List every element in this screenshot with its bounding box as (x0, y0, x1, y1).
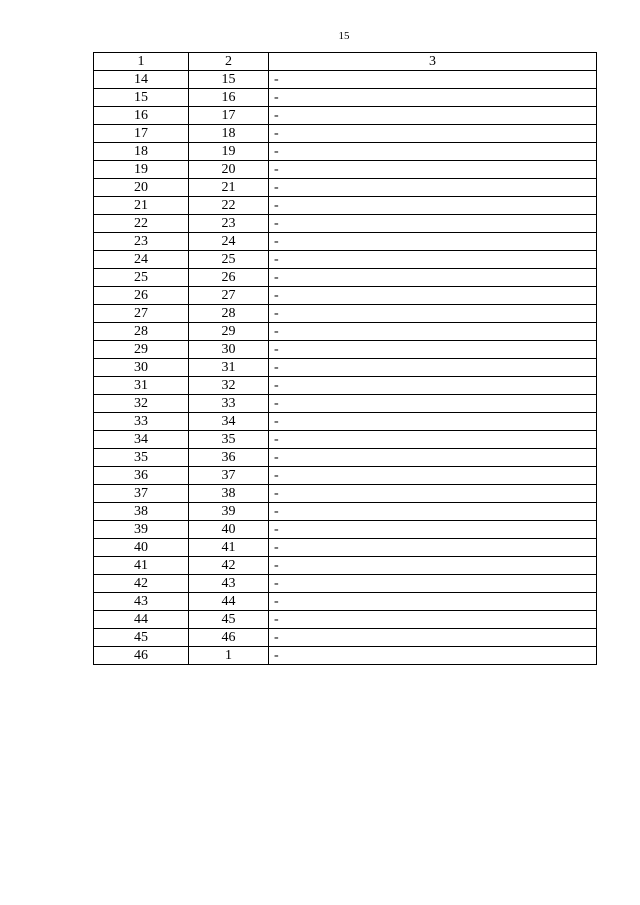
table-cell-col1: 32 (94, 395, 189, 413)
table-cell-col2: 36 (189, 449, 269, 467)
table-row (94, 287, 597, 305)
table-cell-col1: 20 (94, 179, 189, 197)
table-cell-col2: 37 (189, 467, 269, 485)
table-row (94, 431, 597, 449)
table-row (94, 395, 597, 413)
table-row (94, 215, 597, 233)
table-cell-col3: - (269, 197, 597, 215)
table-cell-col3: - (269, 611, 597, 629)
table-cell-col3: - (269, 107, 597, 125)
table-cell-col3: - (269, 539, 597, 557)
table-row (94, 557, 597, 575)
table-row (94, 629, 597, 647)
table-cell-col1: 39 (94, 521, 189, 539)
table-cell-col3: - (269, 323, 597, 341)
table-cell-col3: - (269, 161, 597, 179)
table-cell-col1: 25 (94, 269, 189, 287)
table-cell-col1: 29 (94, 341, 189, 359)
table-cell-col3: - (269, 305, 597, 323)
table-cell-col2: 30 (189, 341, 269, 359)
table-cell-col1: 27 (94, 305, 189, 323)
table-cell-col1: 34 (94, 431, 189, 449)
table-cell-col2: 45 (189, 611, 269, 629)
table-row (94, 485, 597, 503)
table-cell-col1: 44 (94, 611, 189, 629)
page-number: 15 (338, 30, 350, 42)
table-cell-col3: - (269, 251, 597, 269)
table-cell-col2: 20 (189, 161, 269, 179)
table-cell-col3: - (269, 395, 597, 413)
table-cell-col1: 16 (94, 107, 189, 125)
column-header-2: 2 (189, 53, 269, 71)
table-cell-col1: 42 (94, 575, 189, 593)
table-cell-col2: 29 (189, 323, 269, 341)
table-cell-col3: - (269, 467, 597, 485)
table-cell-col1: 17 (94, 125, 189, 143)
table-cell-col2: 38 (189, 485, 269, 503)
table-cell-col2: 43 (189, 575, 269, 593)
table-cell-col2: 46 (189, 629, 269, 647)
table-row (94, 647, 597, 665)
table-cell-col3: - (269, 521, 597, 539)
table-row (94, 503, 597, 521)
table-cell-col2: 1 (189, 647, 269, 665)
table-row (94, 71, 597, 89)
table-cell-col1: 38 (94, 503, 189, 521)
table-header-row (94, 53, 597, 71)
table-row (94, 359, 597, 377)
table-cell-col1: 36 (94, 467, 189, 485)
table-cell-col2: 17 (189, 107, 269, 125)
table-cell-col3: - (269, 125, 597, 143)
table-cell-col3: - (269, 89, 597, 107)
table-row (94, 413, 597, 431)
table-cell-col2: 27 (189, 287, 269, 305)
table-row (94, 179, 597, 197)
table-cell-col2: 40 (189, 521, 269, 539)
table-cell-col1: 14 (94, 71, 189, 89)
table-cell-col2: 23 (189, 215, 269, 233)
column-header-3: 3 (269, 53, 597, 71)
table-row (94, 269, 597, 287)
table-cell-col2: 18 (189, 125, 269, 143)
table-cell-col2: 32 (189, 377, 269, 395)
table-cell-col2: 24 (189, 233, 269, 251)
table-row (94, 449, 597, 467)
table-cell-col3: - (269, 287, 597, 305)
table-row (94, 467, 597, 485)
table-row (94, 233, 597, 251)
table-cell-col2: 44 (189, 593, 269, 611)
table-cell-col2: 42 (189, 557, 269, 575)
table-cell-col1: 37 (94, 485, 189, 503)
table-cell-col1: 26 (94, 287, 189, 305)
table-row (94, 161, 597, 179)
table-row (94, 575, 597, 593)
table-row (94, 377, 597, 395)
table-cell-col2: 22 (189, 197, 269, 215)
table-cell-col3: - (269, 593, 597, 611)
table-cell-col1: 30 (94, 359, 189, 377)
table-cell-col1: 33 (94, 413, 189, 431)
table-cell-col2: 41 (189, 539, 269, 557)
table-cell-col2: 28 (189, 305, 269, 323)
table-cell-col3: - (269, 215, 597, 233)
table-row (94, 197, 597, 215)
table-cell-col3: - (269, 377, 597, 395)
table-cell-col1: 40 (94, 539, 189, 557)
table-cell-col3: - (269, 359, 597, 377)
table-row (94, 251, 597, 269)
table-cell-col1: 15 (94, 89, 189, 107)
table-cell-col3: - (269, 413, 597, 431)
table-cell-col1: 23 (94, 233, 189, 251)
table-cell-col3: - (269, 179, 597, 197)
table-cell-col1: 46 (94, 647, 189, 665)
table-cell-col2: 33 (189, 395, 269, 413)
column-header-1: 1 (94, 53, 189, 71)
table-cell-col3: - (269, 647, 597, 665)
table-row (94, 341, 597, 359)
table-cell-col3: - (269, 485, 597, 503)
table-cell-col1: 18 (94, 143, 189, 161)
table-row (94, 323, 597, 341)
table-cell-col2: 15 (189, 71, 269, 89)
table-cell-col3: - (269, 629, 597, 647)
table-cell-col2: 16 (189, 89, 269, 107)
table-cell-col2: 31 (189, 359, 269, 377)
table-row (94, 593, 597, 611)
table-cell-col2: 25 (189, 251, 269, 269)
table-row (94, 521, 597, 539)
table-cell-col3: - (269, 143, 597, 161)
table-cell-col1: 31 (94, 377, 189, 395)
table-cell-col3: - (269, 269, 597, 287)
table-cell-col3: - (269, 233, 597, 251)
table-cell-col3: - (269, 71, 597, 89)
table-cell-col1: 24 (94, 251, 189, 269)
data-table (93, 52, 597, 665)
table-cell-col3: - (269, 431, 597, 449)
table-row (94, 107, 597, 125)
table-cell-col2: 34 (189, 413, 269, 431)
table-cell-col2: 26 (189, 269, 269, 287)
table-cell-col1: 22 (94, 215, 189, 233)
table-row (94, 89, 597, 107)
table-row (94, 539, 597, 557)
table-cell-col1: 19 (94, 161, 189, 179)
table-row (94, 305, 597, 323)
table-cell-col1: 28 (94, 323, 189, 341)
table-body (94, 53, 597, 665)
table-cell-col2: 19 (189, 143, 269, 161)
table-cell-col3: - (269, 503, 597, 521)
table-cell-col3: - (269, 575, 597, 593)
table-cell-col1: 45 (94, 629, 189, 647)
table-cell-col2: 39 (189, 503, 269, 521)
table-row (94, 143, 597, 161)
table-cell-col1: 35 (94, 449, 189, 467)
table-cell-col1: 43 (94, 593, 189, 611)
table-cell-col3: - (269, 449, 597, 467)
table-cell-col2: 21 (189, 179, 269, 197)
table-row (94, 611, 597, 629)
table-row (94, 125, 597, 143)
table-cell-col3: - (269, 557, 597, 575)
table-cell-col2: 35 (189, 431, 269, 449)
table-cell-col1: 41 (94, 557, 189, 575)
table-cell-col1: 21 (94, 197, 189, 215)
table-cell-col3: - (269, 341, 597, 359)
